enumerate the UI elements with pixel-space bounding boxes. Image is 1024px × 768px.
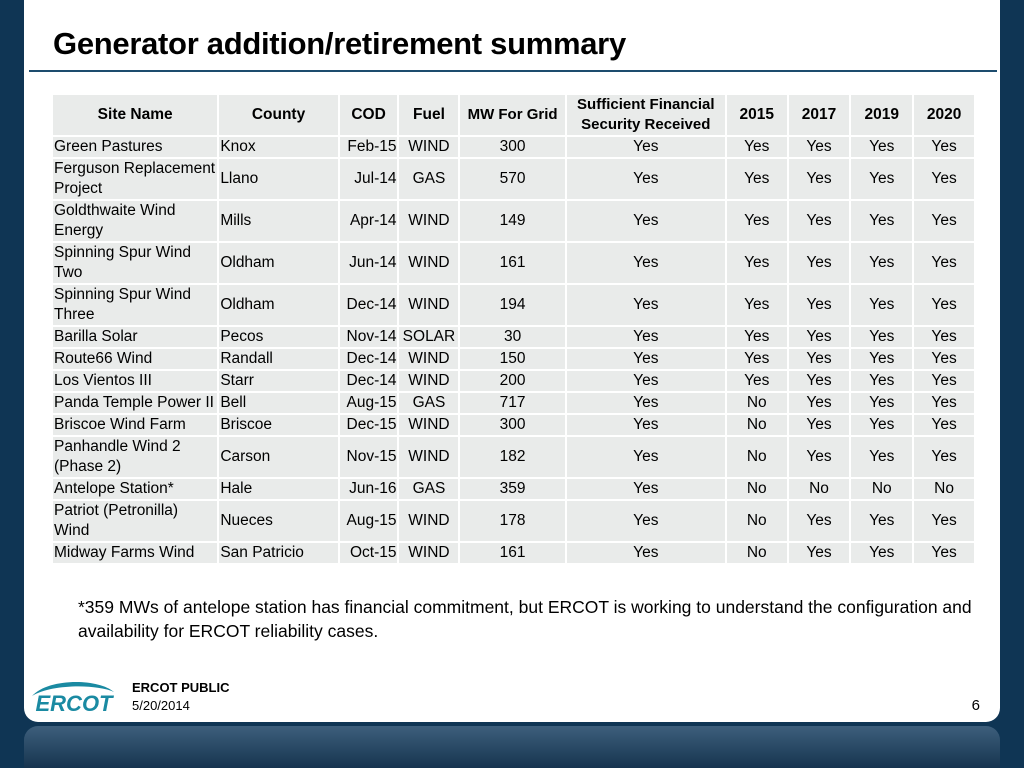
cell-y2017: Yes bbox=[789, 415, 850, 435]
ercot-logo bbox=[28, 676, 118, 716]
slide-title: Generator addition/retirement summary bbox=[53, 26, 626, 61]
cell-cod: Dec-15 bbox=[340, 415, 398, 435]
title-divider bbox=[29, 70, 997, 72]
cell-y2015: No bbox=[727, 393, 787, 413]
cell-y2015: No bbox=[727, 437, 787, 477]
table-row bbox=[53, 137, 974, 157]
cell-cod: Jul-14 bbox=[340, 159, 398, 199]
cell-county: Carson bbox=[219, 437, 337, 477]
cell-county: Mills bbox=[219, 201, 337, 241]
cell-y2019: Yes bbox=[851, 393, 912, 413]
cell-fuel: WIND bbox=[399, 371, 458, 391]
cell-y2020: Yes bbox=[914, 415, 974, 435]
cell-y2015: Yes bbox=[727, 371, 787, 391]
bottom-band bbox=[24, 726, 1000, 768]
table-row bbox=[53, 393, 974, 413]
cell-y2019: Yes bbox=[851, 201, 912, 241]
cell-county: Starr bbox=[219, 371, 337, 391]
cell-y2019: Yes bbox=[851, 501, 912, 541]
cell-y2019: Yes bbox=[851, 159, 912, 199]
cell-mw: 200 bbox=[460, 371, 564, 391]
cell-cod: Jun-16 bbox=[340, 479, 398, 499]
cell-mw: 570 bbox=[460, 159, 564, 199]
table-row bbox=[53, 201, 974, 241]
cell-y2017: Yes bbox=[789, 327, 850, 347]
cell-y2017: Yes bbox=[789, 285, 850, 325]
cell-y2017: Yes bbox=[789, 159, 850, 199]
cell-site-name: Ferguson Replacement Project bbox=[53, 159, 217, 199]
cell-y2020: Yes bbox=[914, 349, 974, 369]
cell-y2020: Yes bbox=[914, 201, 974, 241]
cell-fuel: WIND bbox=[399, 201, 458, 241]
cell-y2017: Yes bbox=[789, 501, 850, 541]
header-2015: 2015 bbox=[727, 95, 787, 135]
cell-fuel: SOLAR bbox=[399, 327, 458, 347]
header-site-name: Site Name bbox=[53, 95, 217, 135]
cell-y2020: Yes bbox=[914, 159, 974, 199]
cell-mw: 30 bbox=[460, 327, 564, 347]
cell-y2019: Yes bbox=[851, 437, 912, 477]
cell-cod: Apr-14 bbox=[340, 201, 398, 241]
cell-site-name: Panda Temple Power II bbox=[53, 393, 217, 413]
cell-county: Knox bbox=[219, 137, 337, 157]
cell-y2020: Yes bbox=[914, 243, 974, 283]
cell-mw: 182 bbox=[460, 437, 564, 477]
cell-site-name: Panhandle Wind 2 (Phase 2) bbox=[53, 437, 217, 477]
cell-site-name: Antelope Station* bbox=[53, 479, 217, 499]
cell-y2020: Yes bbox=[914, 285, 974, 325]
cell-mw: 717 bbox=[460, 393, 564, 413]
header-2017: 2017 bbox=[789, 95, 850, 135]
cell-county: Hale bbox=[219, 479, 337, 499]
cell-financial-security: Yes bbox=[567, 285, 725, 325]
cell-y2019: Yes bbox=[851, 371, 912, 391]
cell-y2019: Yes bbox=[851, 137, 912, 157]
cell-fuel: WIND bbox=[399, 349, 458, 369]
cell-cod: Dec-14 bbox=[340, 371, 398, 391]
cell-y2015: Yes bbox=[727, 285, 787, 325]
cell-county: Bell bbox=[219, 393, 337, 413]
cell-site-name: Los Vientos III bbox=[53, 371, 217, 391]
cell-site-name: Green Pastures bbox=[53, 137, 217, 157]
cell-cod: Dec-14 bbox=[340, 349, 398, 369]
cell-fuel: WIND bbox=[399, 437, 458, 477]
cell-y2017: Yes bbox=[789, 371, 850, 391]
cell-y2019: No bbox=[851, 479, 912, 499]
cell-mw: 161 bbox=[460, 243, 564, 283]
cell-y2020: Yes bbox=[914, 543, 974, 563]
footnote: *359 MWs of antelope station has financial commitment, but ERCOT is working to understand the configuration and availability for ERCOT reliability cases. bbox=[78, 597, 972, 641]
cell-financial-security: Yes bbox=[567, 479, 725, 499]
cell-site-name: Patriot (Petronilla) Wind bbox=[53, 501, 217, 541]
cell-site-name: Spinning Spur Wind Two bbox=[53, 243, 217, 283]
cell-site-name: Barilla Solar bbox=[53, 327, 217, 347]
cell-cod: Jun-14 bbox=[340, 243, 398, 283]
cell-financial-security: Yes bbox=[567, 349, 725, 369]
header-fuel: Fuel bbox=[399, 95, 458, 135]
header-mw-for-grid: MW For Grid bbox=[460, 95, 564, 135]
cell-site-name: Route66 Wind bbox=[53, 349, 217, 369]
cell-county: Briscoe bbox=[219, 415, 337, 435]
cell-county: Oldham bbox=[219, 243, 337, 283]
cell-site-name: Midway Farms Wind bbox=[53, 543, 217, 563]
cell-y2020: Yes bbox=[914, 437, 974, 477]
cell-county: Llano bbox=[219, 159, 337, 199]
cell-fuel: WIND bbox=[399, 243, 458, 283]
cell-y2017: Yes bbox=[789, 137, 850, 157]
cell-mw: 300 bbox=[460, 415, 564, 435]
header-cod: COD bbox=[340, 95, 398, 135]
cell-fuel: GAS bbox=[399, 479, 458, 499]
table-row bbox=[53, 285, 974, 325]
header-2019: 2019 bbox=[851, 95, 912, 135]
table-row bbox=[53, 437, 974, 477]
table-row bbox=[53, 327, 974, 347]
cell-y2015: No bbox=[727, 415, 787, 435]
table-row bbox=[53, 243, 974, 283]
cell-mw: 150 bbox=[460, 349, 564, 369]
cell-fuel: WIND bbox=[399, 543, 458, 563]
cell-county: Nueces bbox=[219, 501, 337, 541]
table-row bbox=[53, 349, 974, 369]
cell-y2020: Yes bbox=[914, 371, 974, 391]
cell-financial-security: Yes bbox=[567, 243, 725, 283]
cell-y2017: No bbox=[789, 479, 850, 499]
cell-fuel: WIND bbox=[399, 415, 458, 435]
cell-site-name: Briscoe Wind Farm bbox=[53, 415, 217, 435]
cell-fuel: WIND bbox=[399, 137, 458, 157]
cell-y2015: No bbox=[727, 543, 787, 563]
table-row bbox=[53, 415, 974, 435]
cell-financial-security: Yes bbox=[567, 415, 725, 435]
cell-cod: Aug-15 bbox=[340, 393, 398, 413]
cell-y2019: Yes bbox=[851, 349, 912, 369]
table-header-row bbox=[53, 95, 974, 135]
cell-financial-security: Yes bbox=[567, 501, 725, 541]
cell-mw: 149 bbox=[460, 201, 564, 241]
cell-y2020: Yes bbox=[914, 501, 974, 541]
cell-county: Pecos bbox=[219, 327, 337, 347]
cell-y2015: No bbox=[727, 501, 787, 541]
cell-y2017: Yes bbox=[789, 437, 850, 477]
cell-y2017: Yes bbox=[789, 543, 850, 563]
cell-cod: Dec-14 bbox=[340, 285, 398, 325]
cell-cod: Nov-14 bbox=[340, 327, 398, 347]
cell-county: Oldham bbox=[219, 285, 337, 325]
logo-wordmark: ERCOT bbox=[35, 691, 113, 716]
cell-fuel: GAS bbox=[399, 393, 458, 413]
cell-financial-security: Yes bbox=[567, 201, 725, 241]
cell-y2020: No bbox=[914, 479, 974, 499]
cell-y2015: No bbox=[727, 479, 787, 499]
cell-mw: 178 bbox=[460, 501, 564, 541]
cell-y2015: Yes bbox=[727, 349, 787, 369]
header-financial-security: Sufficient Financial Security Received bbox=[567, 95, 725, 135]
generator-table bbox=[51, 93, 976, 565]
cell-financial-security: Yes bbox=[567, 159, 725, 199]
cell-y2019: Yes bbox=[851, 543, 912, 563]
table-row bbox=[53, 479, 974, 499]
table-row bbox=[53, 159, 974, 199]
cell-y2019: Yes bbox=[851, 415, 912, 435]
cell-county: San Patricio bbox=[219, 543, 337, 563]
cell-y2015: Yes bbox=[727, 201, 787, 241]
header-county: County bbox=[219, 95, 337, 135]
cell-y2017: Yes bbox=[789, 243, 850, 283]
table-row bbox=[53, 501, 974, 541]
cell-financial-security: Yes bbox=[567, 137, 725, 157]
footer-date: 5/20/2014 bbox=[132, 698, 190, 713]
cell-y2015: Yes bbox=[727, 159, 787, 199]
header-2020: 2020 bbox=[914, 95, 974, 135]
cell-financial-security: Yes bbox=[567, 543, 725, 563]
cell-financial-security: Yes bbox=[567, 371, 725, 391]
cell-y2017: Yes bbox=[789, 201, 850, 241]
cell-y2019: Yes bbox=[851, 243, 912, 283]
cell-cod: Feb-15 bbox=[340, 137, 398, 157]
cell-fuel: GAS bbox=[399, 159, 458, 199]
cell-site-name: Spinning Spur Wind Three bbox=[53, 285, 217, 325]
cell-financial-security: Yes bbox=[567, 393, 725, 413]
cell-county: Randall bbox=[219, 349, 337, 369]
cell-y2015: Yes bbox=[727, 327, 787, 347]
cell-cod: Nov-15 bbox=[340, 437, 398, 477]
cell-y2020: Yes bbox=[914, 393, 974, 413]
cell-financial-security: Yes bbox=[567, 327, 725, 347]
table-row bbox=[53, 371, 974, 391]
cell-financial-security: Yes bbox=[567, 437, 725, 477]
cell-mw: 161 bbox=[460, 543, 564, 563]
cell-y2019: Yes bbox=[851, 285, 912, 325]
cell-mw: 359 bbox=[460, 479, 564, 499]
page-number: 6 bbox=[971, 697, 980, 714]
cell-y2017: Yes bbox=[789, 349, 850, 369]
cell-mw: 300 bbox=[460, 137, 564, 157]
cell-y2017: Yes bbox=[789, 393, 850, 413]
cell-y2015: Yes bbox=[727, 243, 787, 283]
cell-cod: Aug-15 bbox=[340, 501, 398, 541]
table-row bbox=[53, 543, 974, 563]
cell-y2015: Yes bbox=[727, 137, 787, 157]
cell-site-name: Goldthwaite Wind Energy bbox=[53, 201, 217, 241]
cell-fuel: WIND bbox=[399, 285, 458, 325]
cell-y2020: Yes bbox=[914, 137, 974, 157]
slide bbox=[24, 0, 1000, 722]
cell-mw: 194 bbox=[460, 285, 564, 325]
cell-fuel: WIND bbox=[399, 501, 458, 541]
cell-y2019: Yes bbox=[851, 327, 912, 347]
cell-y2020: Yes bbox=[914, 327, 974, 347]
footer-classification: ERCOT PUBLIC bbox=[132, 680, 230, 695]
cell-cod: Oct-15 bbox=[340, 543, 398, 563]
